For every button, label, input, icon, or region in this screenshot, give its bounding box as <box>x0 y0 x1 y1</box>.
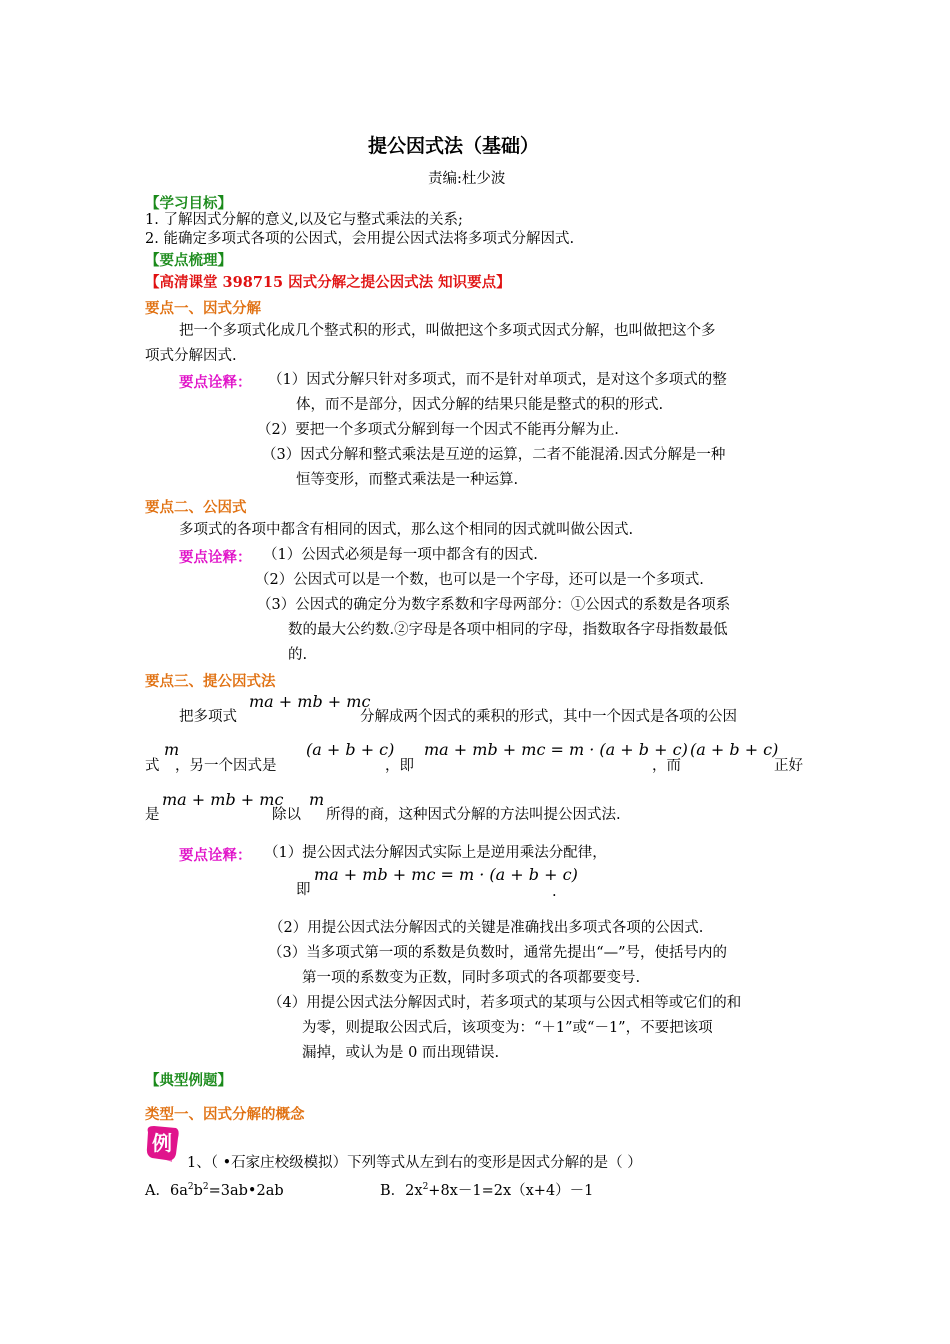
point1-note3-line2: 恒等变形，而整式乘法是一种运算. <box>296 472 519 488</box>
type1-heading: 类型一、因式分解的概念 <box>145 1106 305 1123</box>
formula-m-1: m <box>164 740 180 759</box>
example-badge-text: 例 <box>152 1131 172 1155</box>
course-line: 【高清课堂 398715 因式分解之提公因式法 知识要点】 <box>145 274 511 291</box>
example-badge-icon <box>142 1124 182 1164</box>
point2-text: 多项式的各项中都含有相同的因式，那么这个相同的因式就叫做公因式. <box>179 522 634 538</box>
point3-note1: （1）提公因式法分解因式实际上是逆用乘法分配律， <box>264 845 607 861</box>
point2-note1: （1）公因式必须是每一项中都含有的因式. <box>263 547 538 563</box>
formula-eq-2: ma + mb + mc = m · (a + b + c) <box>314 865 578 884</box>
point3-note3-line2: 第一项的系数变为正数，同时多项式的各项都要变号. <box>302 970 641 986</box>
formula-eq-1: ma + mb + mc = m · (a + b + c) <box>424 740 688 759</box>
point3-line1-pre: 把多项式 <box>179 709 237 725</box>
point1-note1-line2: 体，而不是部分，因式分解的结果只能是整式的积的形式. <box>296 397 664 413</box>
point3-note2: （2）用提公因式法分解因式的关键是准确找出多项式各项的公因式. <box>269 920 704 936</box>
point1-text-line1: 把一个多项式化成几个整式积的形式，叫做把这个多项式因式分解，也叫做把这个多 <box>179 323 716 339</box>
formula-m-2: m <box>309 790 325 809</box>
point3-line1-post: 分解成两个因式的乘积的形式，其中一个因式是各项的公因 <box>360 709 737 725</box>
point3-line3-a: 是 <box>145 807 160 823</box>
formula-poly-2: ma + mb + mc <box>162 790 284 809</box>
point3-line2-d: ，而 <box>652 758 681 774</box>
point3-line2-b: ，另一个因式是 <box>175 758 277 774</box>
point1-note1-line1: （1）因式分解只针对多项式，而不是针对单项式，是对这个多项式的整 <box>268 372 727 388</box>
point3-line2-c: ，即 <box>385 758 414 774</box>
point3-note4-line2: 为零，则提取公因式后，该项变为：“＋1”或“－1”，不要把该项 <box>302 1020 713 1036</box>
point1-heading: 要点一、因式分解 <box>145 300 261 317</box>
point3-note4-line3: 漏掉，或认为是 0 而出现错误. <box>302 1045 500 1061</box>
point1-text-line2: 项式分解因式. <box>145 348 237 364</box>
point3-note1-ji: 即 <box>296 882 311 898</box>
goals-heading: 【学习目标】 <box>145 195 232 212</box>
points-heading: 【要点梳理】 <box>145 252 232 269</box>
point3-line2-a: 式 <box>145 758 160 774</box>
option-b-label: B． <box>380 1183 406 1199</box>
point3-note1-dot: . <box>552 884 557 900</box>
goal-item-1: 1. 了解因式分解的意义,以及它与整式乘法的关系; <box>145 212 463 228</box>
examples-heading: 【典型例题】 <box>145 1072 232 1089</box>
goal-item-2: 2. 能确定多项式各项的公因式，会用提公因式法将多项式分解因式. <box>145 231 575 247</box>
option-a-label: A． <box>145 1183 170 1199</box>
point2-note3-line2: 数的最大公约数.②字母是各项中相同的字母，指数取各字母指数最低 <box>288 622 728 638</box>
formula-paren-1: (a + b + c) <box>306 740 395 759</box>
point2-heading: 要点二、公因式 <box>145 499 247 516</box>
point1-note3-line1: （3）因式分解和整式乘法是互逆的运算，二者不能混淆.因式分解是一种 <box>262 447 726 463</box>
point2-note2: （2）公因式可以是一个数，也可以是一个字母，还可以是一个多项式. <box>255 572 704 588</box>
page-title: 提公因式法（基础） <box>368 135 540 157</box>
formula-poly-1: ma + mb + mc <box>249 692 371 711</box>
point1-note-label: 要点诠释： <box>179 374 252 391</box>
question-1: 1、（ •石家庄校级模拟）下列等式从左到右的变形是因式分解的是（ ） <box>187 1155 642 1171</box>
editor-credit: 责编:杜少波 <box>428 171 506 187</box>
point1-note2: （2）要把一个多项式分解到每一个因式不能再分解为止. <box>257 422 619 438</box>
point3-line2-e: 正好 <box>774 758 803 774</box>
point2-note-label: 要点诠释： <box>179 549 252 566</box>
formula-paren-2: (a + b + c) <box>690 740 779 759</box>
point3-note-label: 要点诠释： <box>179 847 252 864</box>
point3-note4-line1: （4）用提公因式法分解因式时，若多项式的某项与公因式相等或它们的和 <box>268 995 742 1011</box>
option-b[interactable]: B．$2x^2+8x-1=2x(x+4)-1$ <box>380 1182 594 1199</box>
point2-note3-line3: 的. <box>288 647 308 663</box>
point2-note3-line1: （3）公因式的确定分为数字系数和字母两部分：①公因式的系数是各项系 <box>257 597 731 613</box>
point3-line3-b: 除以 <box>272 807 301 823</box>
point3-note3-line1: （3）当多项式第一项的系数是负数时，通常先提出“—”号，使括号内的 <box>268 945 728 961</box>
point3-heading: 要点三、提公因式法 <box>145 673 276 690</box>
point3-line3-c: 所得的商，这种因式分解的方法叫提公因式法. <box>326 807 621 823</box>
option-a[interactable]: A．$6a^2b^2=3ab•2ab$ <box>145 1182 284 1199</box>
